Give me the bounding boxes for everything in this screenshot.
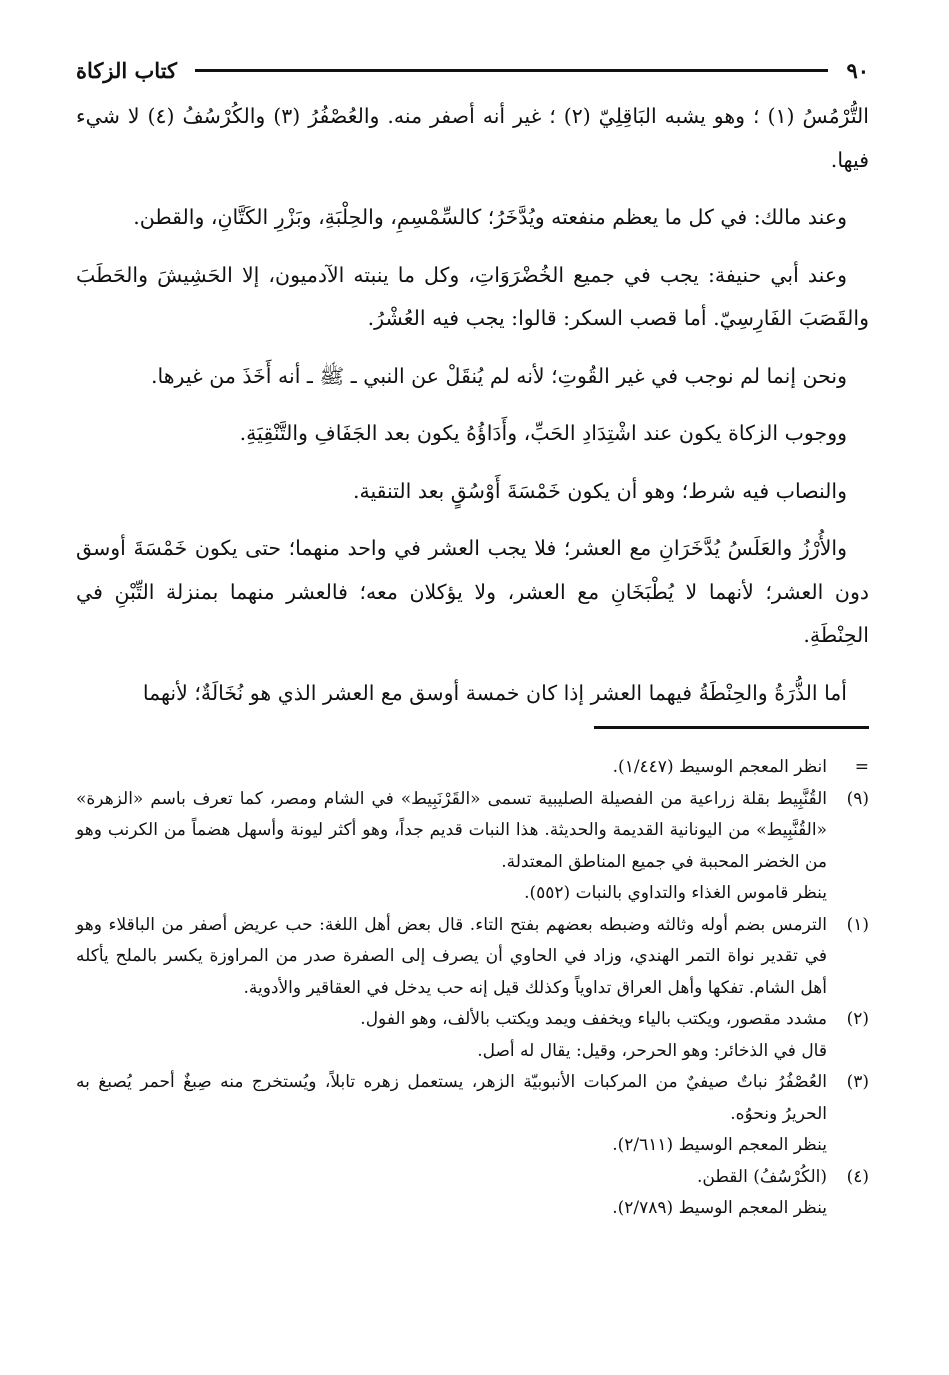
page-header [76,52,869,88]
footnote-number: (٤) [846,1166,869,1187]
paragraph: وعند أبي حنيفة: يجب في جميع الخُضْرَوَاتِ، وكل ما ينبته الآدميون، إلا الحَشِيشَ والحَطَبَ والقَصَبَ الفَارِسِيّ. أما قصب السكر: قالوا: يجب فيه العُشْرُ. [76,262,869,330]
footnote [76,1004,869,1067]
footnote-text: (الكُرْسُفُ) القطن. [697,1166,827,1187]
paragraph: والأُرْزُ والعَلَسُ يُدَّخَرَانِ مع العشر؛ فلا يجب العشر في واحد منهما؛ حتى يكون خَمْسَةَ أوسق دون العشر؛ لأنهما لا يُطْبَخَانِ مع العشر، ولا يؤكلان معه؛ فالعشر منهما بمنزلة التِّبْنِ في الحِنْطَةِ. [76,536,869,647]
header-rule [195,69,828,72]
footnote-number: = [854,757,869,777]
footnote [76,1162,869,1225]
paragraph: ونحن إنما لم نوجب في غير القُوتِ؛ لأنه لم يُنقَلْ عن النبي ـ ﷺ ـ أنه أَخَذَ من غيرها. [150,363,847,388]
paragraph: التُّرْمُسُ (١) ؛ وهو يشبه البَاقِلِيّ (٢) ؛ غير أنه أصفر منه. والعُصْفُرُ (٣) والكُرْسُفُ (٤) لا شيء فيها. [76,104,869,172]
footnote-separator [594,726,869,729]
page-number: ٩٠ [846,57,869,83]
footnote-number: (٣) [846,1072,869,1092]
footnote-number: (٩) [846,788,869,809]
footnote-text: قال في الذخائر: وهو الحرحر، وقيل: يقال له أصل. [477,1040,827,1061]
paragraph: والنصاب فيه شرط؛ وهو أن يكون خَمْسَةَ أَوْسُقٍ بعد التنقية. [352,478,847,503]
footnote-text: العُصْفُرُ نباتٌ صيفيٌ من المركبات الأنبوبيّة الزهر، يستعمل زهره تابلاً، ويُستخرج منه صِبغٌ أحمر يُصبغ به الحريرُ ونحوُه. [76,1072,827,1124]
chapter-title: كتاب الزكاة [76,57,178,83]
footnote-text: الترمس بضم أوله وثالثه وضبطه بعضهم بفتح التاء. قال بعض أهل اللغة: حب عريض أصفر من الباقلاء وهو في تقدير نواة التمر الهندي، وزاد في الحاوي أن يصرف إلى الصفرة صدر من المراوزة يكسر بالملح يأكله أهل الشام. تفكها وأهل العراق تداوياً وكذلك قيل إنه حب يدخل في العقاقير والأدوية. [76,914,827,998]
paragraph: ووجوب الزكاة يكون عند اشْتِدَادِ الحَبِّ، وأَدَاؤُهُ يكون بعد الجَفَافِ والتَّنْقِيَةِ. [239,421,847,445]
footnote-text: مشدد مقصور، ويكتب بالياء ويخفف ويمد ويكتب بالألف، وهو الفول. [360,1009,827,1029]
footnote [76,1067,869,1162]
footnotes [76,752,869,1225]
footnote-text: القُنَّبِيط بقلة زراعية من الفصيلة الصليبية تسمى «القَرْنَبِيط» في الشام ومصر، كما تعرف باسم «الزهرة» «القُنَّبِيط» من اليونانية القديمة والحديثة. هذا النبات قديم جداً، وهو أكثر ليونة وأسهل هضماً من الكرنب وهو من الخضر المحببة في جميع المناطق المعتدلة. [76,788,827,872]
paragraph: وعند مالك: في كل ما يعظم منفعته ويُدَّخَرُ؛ كالسِّمْسِمِ، والحِلْبَةِ، وبَزْرِ الكَتَّانِ، والقطن. [133,205,847,229]
footnote-text: انظر المعجم الوسيط (١/٤٤٧). [612,757,827,777]
footnote [76,784,869,910]
footnote-reference: ينظر المعجم الوسيط (٢/٧٨٩). [612,1198,827,1218]
footnote-number: (٢) [846,1009,869,1029]
footnote-number: (١) [846,914,869,935]
footnote [76,910,869,1005]
paragraph: أما الذُّرَةُ والحِنْطَةُ فيهما العشر إذا كان خمسة أوسق مع العشر الذي هو نُخَالَةٌ؛ لأنهما [142,680,847,705]
footnote-reference: ينظر المعجم الوسيط (٢/٦١١). [612,1135,827,1155]
main-text [76,95,869,729]
footnote-reference: ينظر قاموس الغذاء والتداوي بالنبات (٥٥٢). [524,883,827,903]
footnote [76,752,869,784]
